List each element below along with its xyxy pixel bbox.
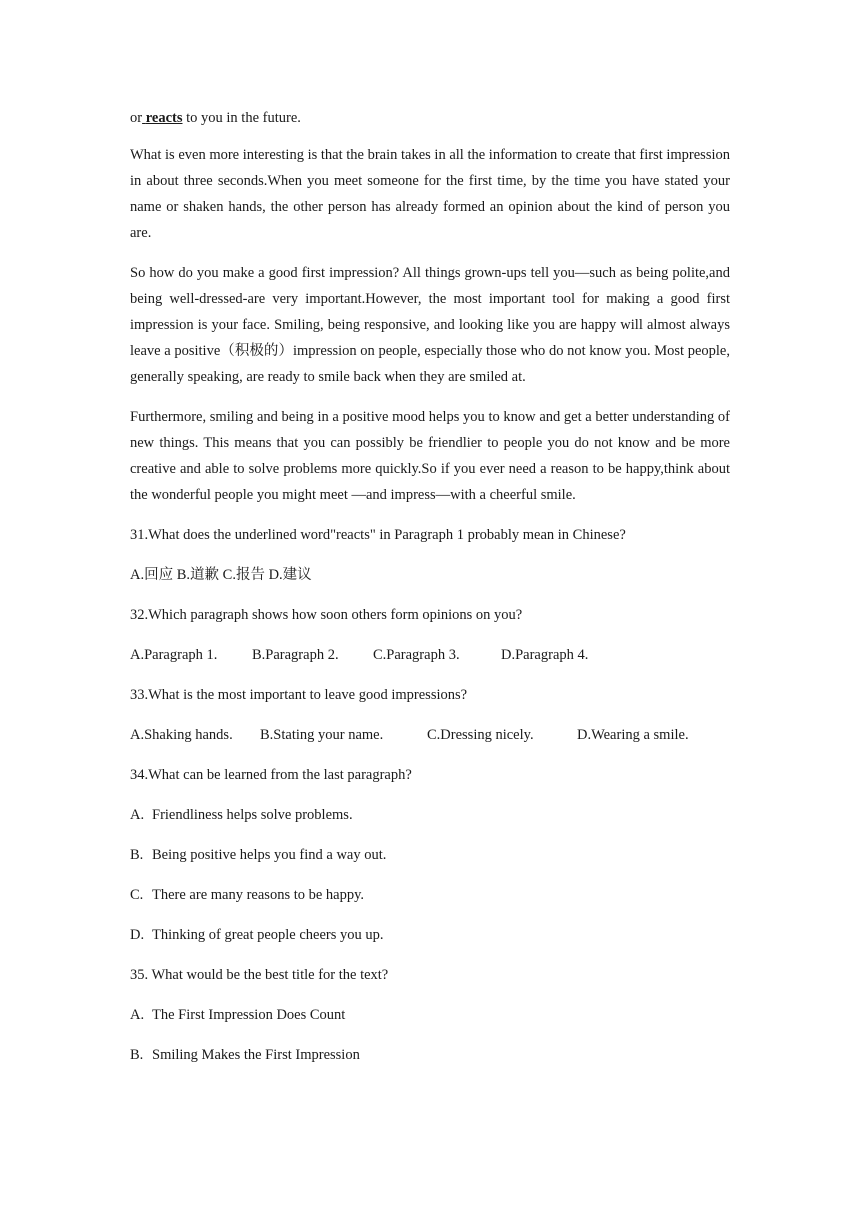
q34-option-a: A. Friendliness helps solve problems.	[130, 807, 353, 823]
q32-option-a: A.Paragraph 1.	[130, 647, 218, 663]
q33-option-b: B.Stating your name.	[260, 727, 384, 743]
question-33: 33.What is the most important to leave good impressions?	[130, 687, 468, 703]
underlined-word: reacts	[145, 110, 183, 126]
document-page	[130, 108, 730, 1082]
question-31-options: A.回应 B.道歉 C.报告 D.建议	[130, 567, 312, 583]
passage-paragraph-2: What is even more interesting is that the brain takes in all the information to create that first impression in about three seconds.When you meet someone for the first time, by the time you have stated your name or shaken hands, the other person has already formed an opinion about the kind of person you are.	[130, 147, 730, 241]
question-31: 31.What does the underlined word"reacts" in Paragraph 1 probably mean in Chinese?	[130, 527, 626, 543]
q34-option-d: D. Thinking of great people cheers you up.	[130, 927, 384, 943]
question-32: 32.Which paragraph shows how soon others form opinions on you?	[130, 607, 523, 623]
q33-option-a: A.Shaking hands.	[130, 727, 233, 743]
q32-option-b: B.Paragraph 2.	[252, 647, 339, 663]
q34-option-b: B. Being positive helps you find a way out.	[130, 847, 387, 863]
passage-paragraph-3: So how do you make a good first impression? All things grown-ups tell you—such as being polite,and being well-dressed-are very important.However, the most important tool for making a good first impression is your face. Smiling, being responsive, and looking like you are happy will almost always leave a positive（积极的）impression on people, especially those who do not know you. Most people, generally speaking, are ready to smile back when they are smiled at.	[130, 265, 730, 385]
question-35: 35. What would be the best title for the text?	[130, 967, 389, 983]
q35-option-b: B. Smiling Makes the First Impression	[130, 1047, 360, 1063]
passage-first-line	[130, 108, 730, 128]
question-32-options	[130, 642, 730, 668]
q35-option-a: A. The First Impression Does Count	[130, 1007, 346, 1023]
question-33-options	[130, 722, 730, 748]
q33-option-d: D.Wearing a smile.	[577, 727, 689, 743]
passage-paragraph-4: Furthermore, smiling and being in a positive mood helps you to know and get a better understanding of new things. This means that you can possibly be friendlier to people you do not know and be more creative and able to solve problems more quickly.So if you ever need a reason to be happy,think about the wonderful people you might meet —and impress—with a cheerful smile.	[130, 409, 730, 503]
q33-option-c: C.Dressing nicely.	[427, 727, 534, 743]
q32-option-c: C.Paragraph 3.	[373, 647, 460, 663]
q34-option-c: C. There are many reasons to be happy.	[130, 887, 365, 903]
first-line-suffix: to you in the future.	[182, 110, 301, 126]
question-34: 34.What can be learned from the last paragraph?	[130, 767, 412, 783]
q32-option-d: D.Paragraph 4.	[501, 647, 589, 663]
first-line-prefix: or	[130, 110, 143, 126]
